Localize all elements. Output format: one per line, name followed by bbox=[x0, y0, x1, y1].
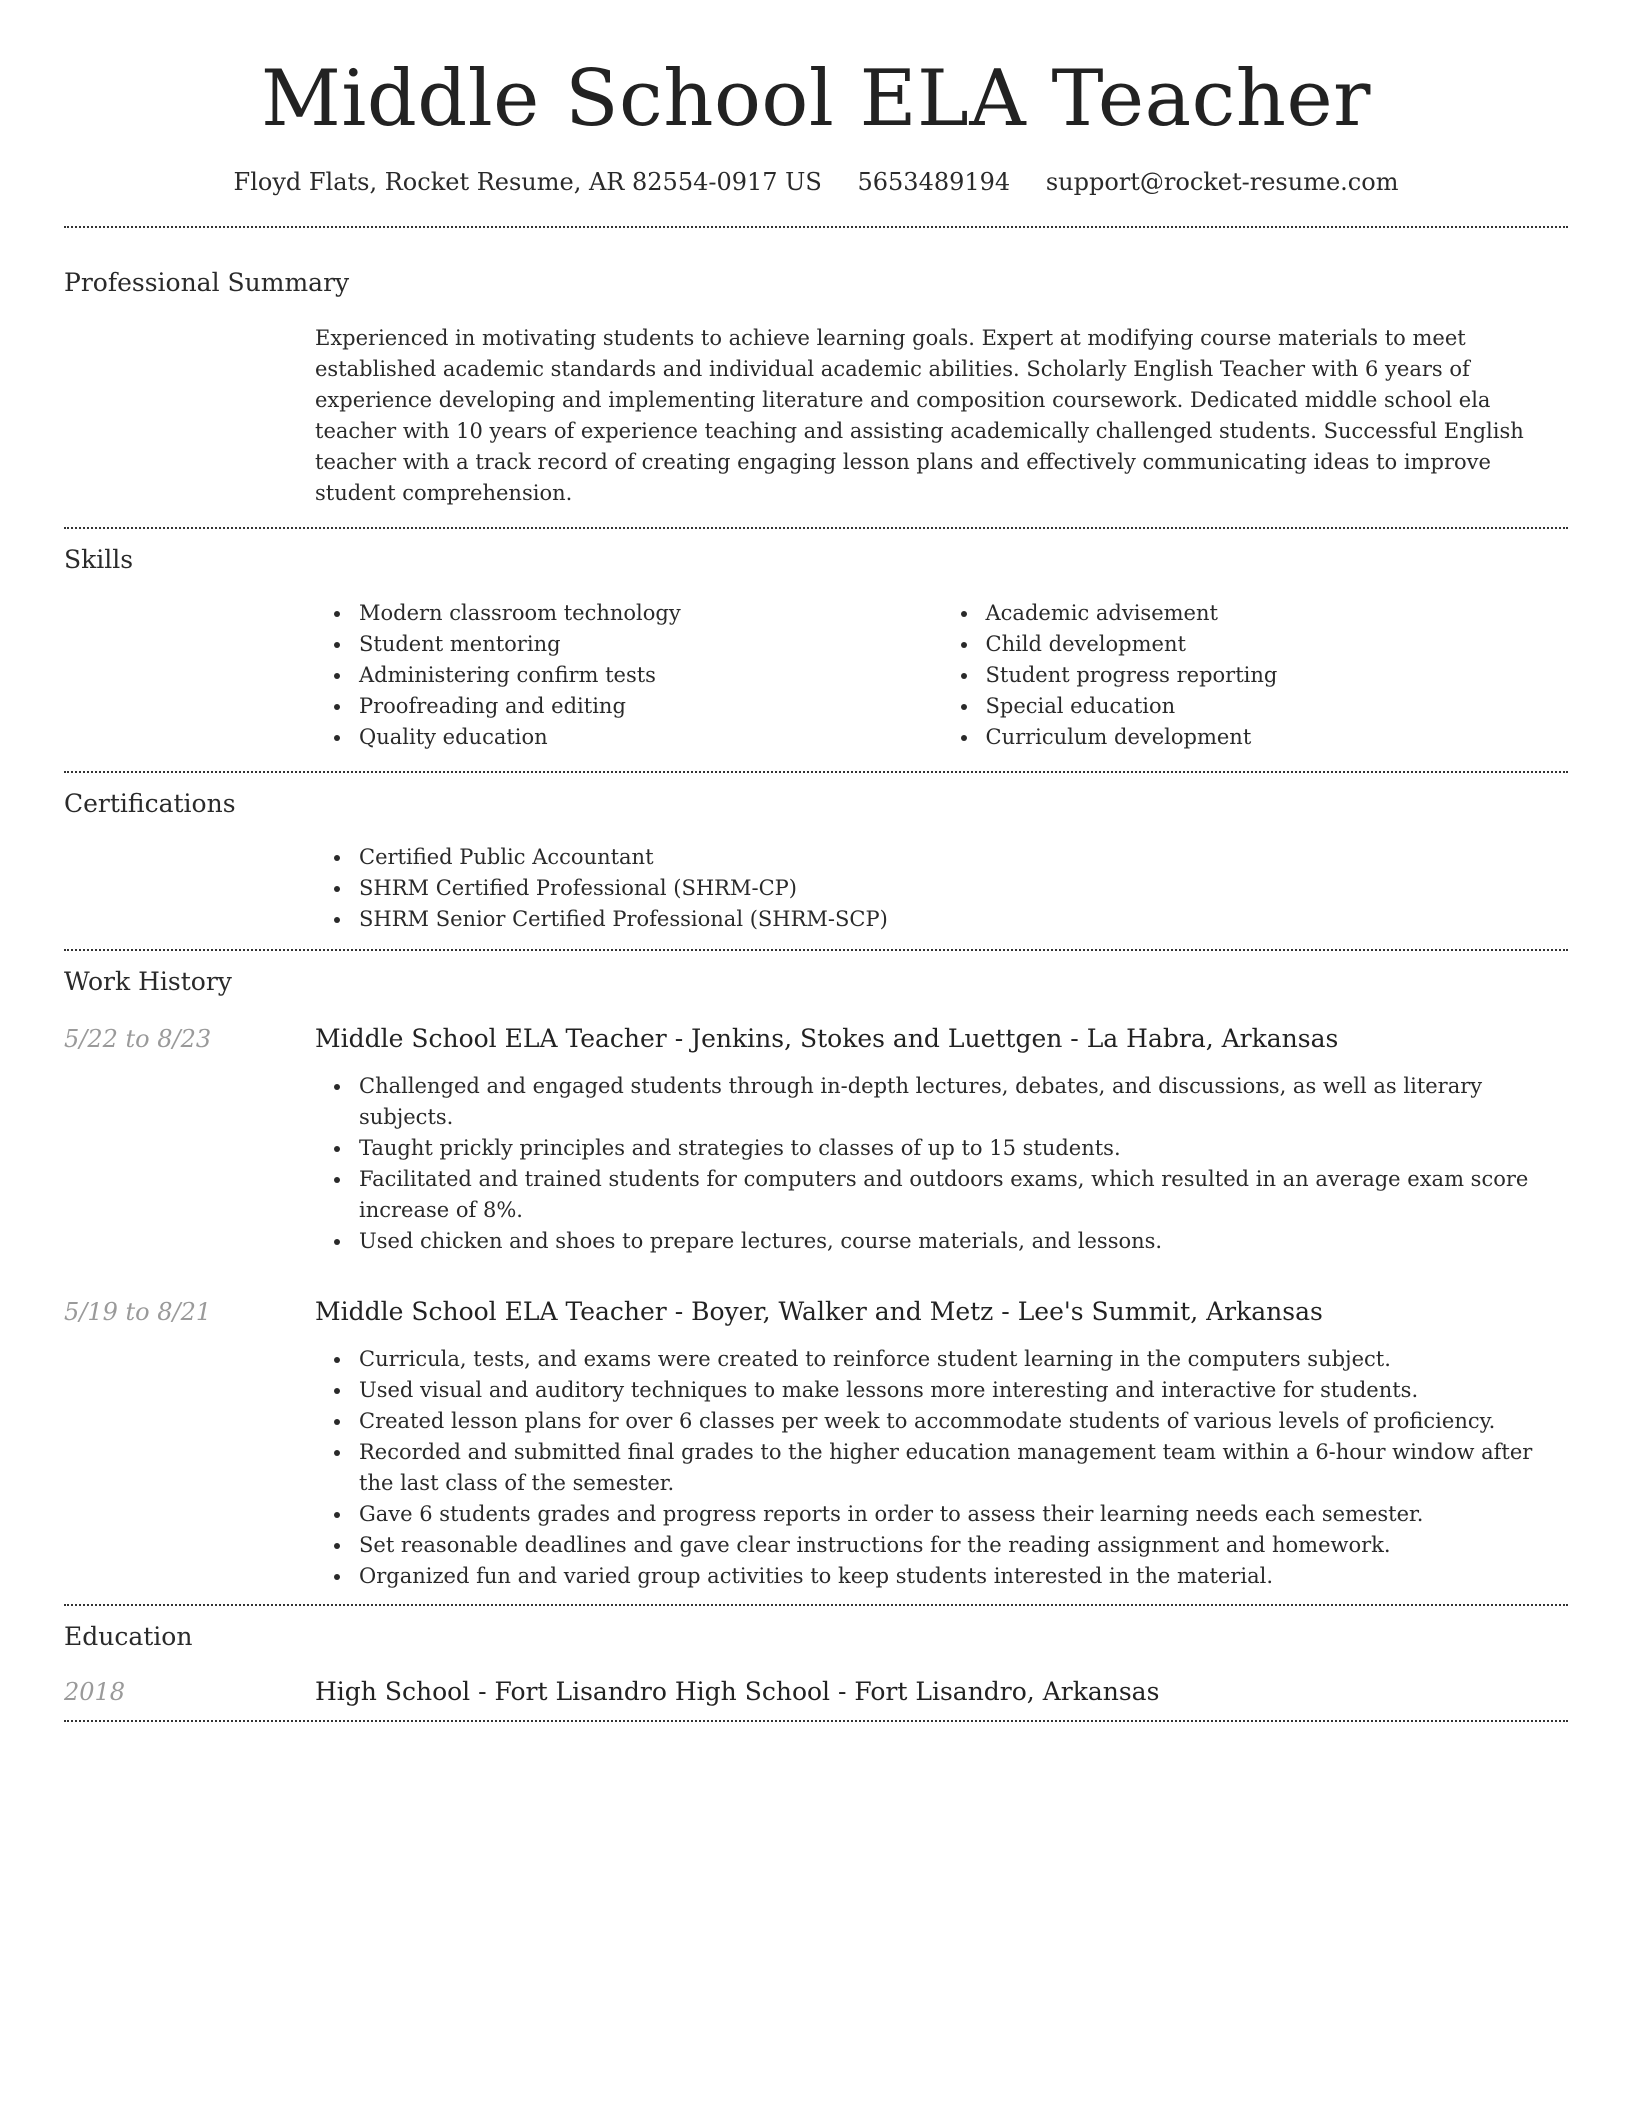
job-bullet: Taught prickly principles and strategies to classes of up to 15 students. bbox=[359, 1133, 1568, 1164]
job-dates: 5/19 to 8/21 bbox=[64, 1298, 212, 1326]
contact-email[interactable]: support@rocket-resume.com bbox=[1045, 168, 1399, 196]
job-bullet-list bbox=[315, 1071, 1568, 1257]
job-bullet: Organized fun and varied group activities to keep students interested in the material. bbox=[359, 1561, 1568, 1592]
job-entry bbox=[64, 1024, 1568, 1257]
job-bullet: Facilitated and trained students for computers and outdoors exams, which resulted in an average exam score increase of 8%. bbox=[359, 1164, 1568, 1226]
job-bullet: Used chicken and shoes to prepare lectures, course materials, and lessons. bbox=[359, 1226, 1568, 1257]
education-section bbox=[64, 1622, 1568, 1706]
skills-column-right bbox=[942, 598, 1569, 753]
divider bbox=[64, 771, 1568, 773]
section-title-skills: Skills bbox=[64, 545, 134, 574]
divider bbox=[64, 527, 1568, 529]
divider bbox=[64, 1720, 1568, 1722]
job-bullet: Curricula, tests, and exams were created to reinforce student learning in the computers subject. bbox=[359, 1344, 1568, 1375]
skill-item: Administering confirm tests bbox=[359, 660, 942, 691]
contact-address: Floyd Flats, Rocket Resume, AR 82554-0917 US bbox=[233, 168, 822, 196]
job-entry bbox=[64, 1297, 1568, 1592]
job-heading: Middle School ELA Teacher - Jenkins, Stokes and Luettgen - La Habra, Arkansas bbox=[315, 1024, 1339, 1053]
work-history-section bbox=[64, 967, 1568, 1592]
skill-item: Modern classroom technology bbox=[359, 598, 942, 629]
skill-item: Special education bbox=[986, 691, 1569, 722]
contact-line bbox=[64, 168, 1568, 196]
summary-section bbox=[64, 268, 1568, 509]
job-bullets bbox=[315, 1071, 1568, 1257]
job-bullet: Used visual and auditory techniques to make lessons more interesting and interactive for students. bbox=[359, 1375, 1568, 1406]
skills-list bbox=[315, 598, 1568, 753]
skills-column-left bbox=[315, 598, 942, 753]
job-header bbox=[64, 1024, 1568, 1053]
certification-item: Certified Public Accountant bbox=[359, 842, 1568, 873]
resume-name: Middle School ELA Teacher bbox=[261, 54, 1371, 144]
skill-item: Student mentoring bbox=[359, 629, 942, 660]
certification-item: SHRM Senior Certified Professional (SHRM-SCP) bbox=[359, 904, 1568, 935]
education-entry bbox=[64, 1677, 1568, 1706]
certifications-section bbox=[64, 789, 1568, 935]
skill-item: Curriculum development bbox=[986, 722, 1569, 753]
section-title-education: Education bbox=[64, 1622, 193, 1651]
section-title-certifications: Certifications bbox=[64, 789, 236, 818]
resume-page bbox=[64, 0, 1568, 1722]
divider bbox=[64, 1604, 1568, 1606]
job-dates: 5/22 to 8/23 bbox=[64, 1025, 212, 1053]
job-bullet: Created lesson plans for over 6 classes per week to accommodate students of various levels of proficiency. bbox=[359, 1406, 1568, 1437]
job-bullet: Gave 6 students grades and progress reports in order to assess their learning needs each semester. bbox=[359, 1499, 1568, 1530]
job-bullet: Recorded and submitted final grades to the higher education management team within a 6-hour window after the last class of the semester. bbox=[359, 1437, 1568, 1499]
certification-item: SHRM Certified Professional (SHRM-CP) bbox=[359, 873, 1568, 904]
skill-item: Proofreading and editing bbox=[359, 691, 942, 722]
section-title-work-history: Work History bbox=[64, 967, 232, 996]
divider bbox=[64, 226, 1568, 228]
skill-item: Student progress reporting bbox=[986, 660, 1569, 691]
job-bullet: Challenged and engaged students through in-depth lectures, debates, and discussions, as well as literary subjects. bbox=[359, 1071, 1568, 1133]
skill-item: Academic advisement bbox=[986, 598, 1569, 629]
summary-text: Experienced in motivating students to achieve learning goals. Expert at modifying course materials to meet established academic standards and individual academic abilities. Scholarly English Teacher with 6 years of experience developing and implementing literature and composition coursework. Dedicated middle school ela teacher with 10 years of experience teaching and assisting academically challenged students. Successful English teacher with a track record of creating engaging lesson plans and effectively communicating ideas to improve student comprehension. bbox=[315, 326, 1524, 505]
contact-phone: 5653489194 bbox=[857, 168, 1011, 196]
skill-item: Quality education bbox=[359, 722, 942, 753]
skills-section bbox=[64, 545, 1568, 753]
job-bullet-list bbox=[315, 1344, 1568, 1592]
job-bullets bbox=[315, 1344, 1568, 1592]
job-bullet: Set reasonable deadlines and gave clear instructions for the reading assignment and homework. bbox=[359, 1530, 1568, 1561]
section-title-summary: Professional Summary bbox=[64, 268, 350, 297]
job-header bbox=[64, 1297, 1568, 1326]
certifications-list bbox=[315, 842, 1568, 935]
skill-item: Child development bbox=[986, 629, 1569, 660]
certifications-bullets bbox=[315, 842, 1568, 935]
job-heading: Middle School ELA Teacher - Boyer, Walker and Metz - Lee's Summit, Arkansas bbox=[315, 1297, 1323, 1326]
divider bbox=[64, 949, 1568, 951]
education-heading: High School - Fort Lisandro High School - Fort Lisandro, Arkansas bbox=[315, 1677, 1160, 1706]
education-date: 2018 bbox=[64, 1678, 126, 1706]
